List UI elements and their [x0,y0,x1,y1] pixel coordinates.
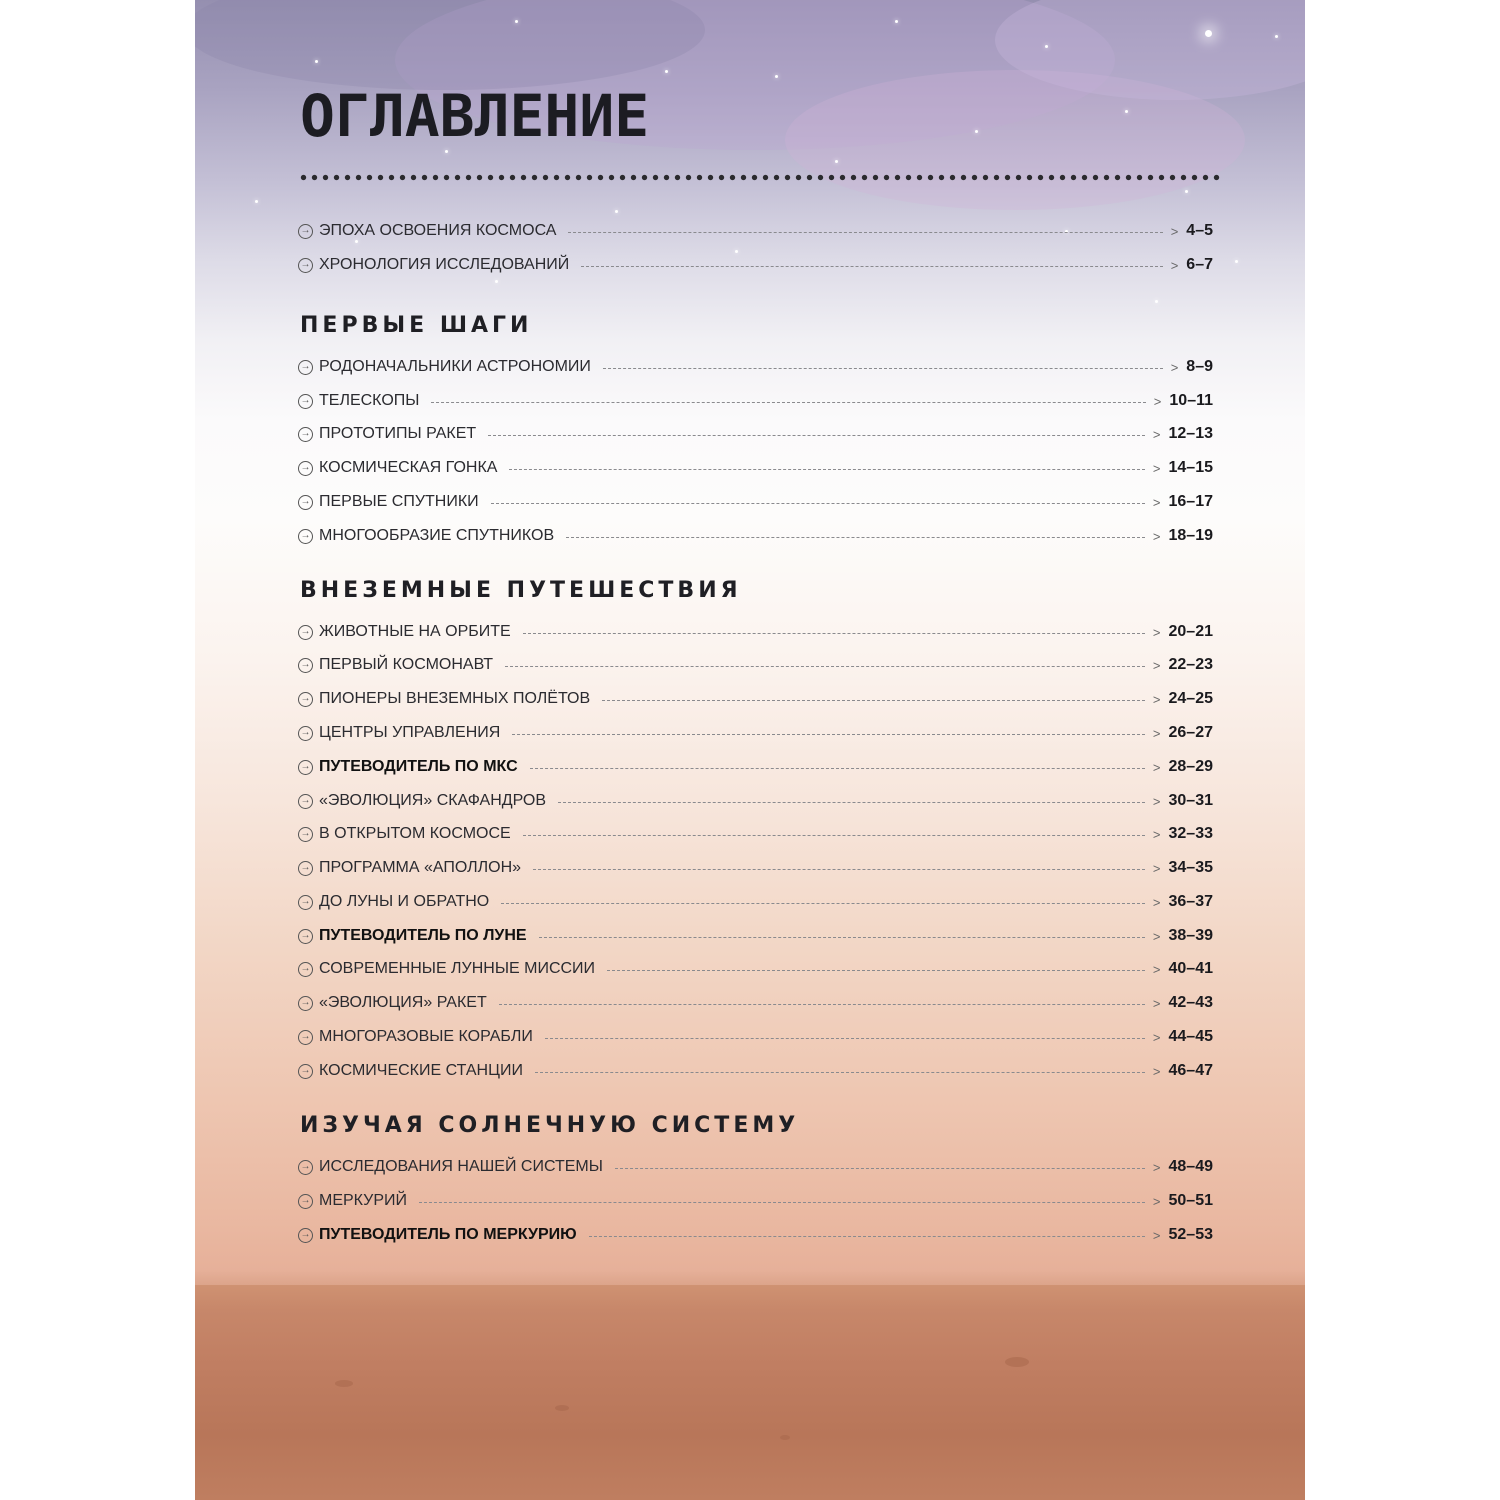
circled-arrow-icon: → [298,224,313,239]
dashed-leader [530,768,1145,769]
toc-entry-label: ХРОНОЛОГИЯ ИССЛЕДОВАНИЙ [319,256,570,273]
toc-entry[interactable] [298,856,1213,880]
toc-entry-label: ПУТЕВОДИТЕЛЬ ПО ЛУНЕ [319,927,527,944]
chevron-right-icon: > [1152,1193,1161,1209]
chevron-right-icon: > [1152,725,1161,741]
toc-entry-pages: 20–21 [1168,623,1213,640]
dashed-leader [581,266,1162,267]
chevron-right-icon: > [1152,691,1161,707]
circled-arrow-icon: → [298,895,313,910]
circled-arrow-icon: → [298,962,313,977]
rock [335,1380,353,1387]
toc-entry-label: ПЕРВЫЙ КОСМОНАВТ [319,656,493,673]
circled-arrow-icon: → [298,794,313,809]
toc-entry[interactable] [298,1155,1213,1179]
chevron-right-icon: > [1152,1227,1161,1243]
section-heading: ИЗУЧАЯ СОЛНЕЧНУЮ СИСТЕМУ [300,1113,800,1138]
toc-entry-label: МНОГООБРАЗИЕ СПУТНИКОВ [319,527,555,544]
circled-arrow-icon: → [298,529,313,544]
toc-entry-pages: 22–23 [1168,656,1213,673]
chevron-right-icon: > [1170,257,1179,273]
circled-arrow-icon: → [298,258,313,273]
toc-entry-pages: 48–49 [1168,1158,1213,1175]
toc-entry[interactable] [298,253,1213,277]
circled-arrow-icon: → [298,929,313,944]
star [495,280,498,283]
toc-entry-pages: 6–7 [1186,256,1213,273]
dashed-leader [523,835,1145,836]
dashed-leader [603,368,1163,369]
toc-entry-label: ДО ЛУНЫ И ОБРАТНО [319,893,490,910]
toc-entry-pages: 16–17 [1168,493,1213,510]
star [1185,190,1188,193]
chevron-right-icon: > [1153,393,1162,409]
chevron-right-icon: > [1152,1159,1161,1175]
dashed-leader [499,1004,1145,1005]
circled-arrow-icon: → [298,427,313,442]
circled-arrow-icon: → [298,827,313,842]
toc-entry[interactable] [298,822,1213,846]
chevron-right-icon: > [1152,759,1161,775]
toc-entry-label: ЦЕНТРЫ УПРАВЛЕНИЯ [319,724,501,741]
section-heading: ВНЕЗЕМНЫЕ ПУТЕШЕСТВИЯ [300,578,742,603]
circled-arrow-icon: → [298,360,313,375]
chevron-right-icon: > [1152,426,1161,442]
star [315,60,318,63]
toc-entry-label: КОСМИЧЕСКАЯ ГОНКА [319,459,498,476]
toc-entry-pages: 40–41 [1168,960,1213,977]
circled-arrow-icon: → [298,394,313,409]
chevron-right-icon: > [1152,528,1161,544]
chevron-right-icon: > [1152,657,1161,673]
toc-page [195,0,1305,1500]
dashed-leader [509,469,1144,470]
chevron-right-icon: > [1152,1063,1161,1079]
star [615,210,618,213]
chevron-right-icon: > [1152,793,1161,809]
toc-entry[interactable] [298,687,1213,711]
toc-entry[interactable] [298,490,1213,514]
section-heading: ПЕРВЫЕ ШАГИ [300,313,533,338]
toc-entry[interactable] [298,957,1213,981]
rock [780,1435,790,1440]
toc-entry[interactable] [298,653,1213,677]
star [1125,110,1128,113]
star [515,20,518,23]
toc-entry-pages: 24–25 [1168,690,1213,707]
chevron-right-icon: > [1152,494,1161,510]
circled-arrow-icon: → [298,1064,313,1079]
toc-entry-label: ПРОТОТИПЫ РАКЕТ [319,425,477,442]
star [1155,300,1158,303]
toc-entry-pages: 46–47 [1168,1062,1213,1079]
toc-entry-pages: 50–51 [1168,1192,1213,1209]
circled-arrow-icon: → [298,760,313,775]
circled-arrow-icon: → [298,461,313,476]
toc-entry[interactable] [298,1059,1213,1083]
dashed-leader [431,402,1145,403]
chevron-right-icon: > [1152,624,1161,640]
dashed-leader [566,537,1145,538]
nebula-background [195,0,1305,330]
toc-entry-pages: 32–33 [1168,825,1213,842]
toc-entry[interactable] [298,422,1213,446]
toc-entry-pages: 8–9 [1186,358,1213,375]
dashed-leader [615,1168,1145,1169]
chevron-right-icon: > [1152,961,1161,977]
chevron-right-icon: > [1170,359,1179,375]
toc-entry-pages: 14–15 [1168,459,1213,476]
toc-entry-pages: 10–11 [1169,392,1213,409]
chevron-right-icon: > [1170,223,1179,239]
dashed-leader [535,1072,1145,1073]
toc-entry-label: ИССЛЕДОВАНИЯ НАШЕЙ СИСТЕМЫ [319,1158,603,1175]
toc-entry[interactable] [298,924,1213,948]
toc-entry[interactable] [298,219,1213,243]
title-dotted-rule [298,174,1220,181]
chevron-right-icon: > [1152,826,1161,842]
toc-entry[interactable] [298,755,1213,779]
dashed-leader [523,633,1145,634]
circled-arrow-icon: → [298,692,313,707]
star [975,130,978,133]
toc-entry-pages: 34–35 [1168,859,1213,876]
toc-entry-label: В ОТКРЫТОМ КОСМОСЕ [319,825,511,842]
dashed-leader [491,503,1145,504]
chevron-right-icon: > [1152,928,1161,944]
circled-arrow-icon: → [298,495,313,510]
toc-entry-label: ЭПОХА ОСВОЕНИЯ КОСМОСА [319,222,557,239]
dashed-leader [505,666,1145,667]
toc-entry-label: МЕРКУРИЙ [319,1192,408,1209]
chevron-right-icon: > [1152,894,1161,910]
chevron-right-icon: > [1152,460,1161,476]
toc-entry[interactable] [298,721,1213,745]
circled-arrow-icon: → [298,861,313,876]
toc-entry-pages: 12–13 [1168,425,1213,442]
toc-entry[interactable] [298,620,1213,644]
dashed-leader [602,700,1145,701]
toc-entry-pages: 18–19 [1168,527,1213,544]
star [1235,260,1238,263]
toc-entry-label: СОВРЕМЕННЫЕ ЛУННЫЕ МИССИИ [319,960,596,977]
toc-entry[interactable] [298,789,1213,813]
toc-entry-label: РОДОНАЧАЛЬНИКИ АСТРОНОМИИ [319,358,591,375]
toc-entry-label: ПУТЕВОДИТЕЛЬ ПО МЕРКУРИЮ [319,1226,577,1243]
toc-entry-pages: 42–43 [1168,994,1213,1011]
toc-entry-label: «ЭВОЛЮЦИЯ» СКАФАНДРОВ [319,792,547,809]
dashed-leader [488,435,1145,436]
rock [555,1405,569,1411]
circled-arrow-icon: → [298,1194,313,1209]
star [1275,35,1278,38]
circled-arrow-icon: → [298,1030,313,1045]
dashed-leader [539,937,1145,938]
dashed-leader [512,734,1145,735]
star [775,75,778,78]
toc-entry-label: ПУТЕВОДИТЕЛЬ ПО МКС [319,758,518,775]
chevron-right-icon: > [1152,995,1161,1011]
toc-entry-label: ПРОГРАММА «АПОЛЛОН» [319,859,522,876]
star [1045,45,1048,48]
dashed-leader [607,970,1145,971]
toc-entry[interactable] [298,890,1213,914]
toc-entry-label: ЖИВОТНЫЕ НА ОРБИТЕ [319,623,511,640]
dashed-leader [558,802,1145,803]
circled-arrow-icon: → [298,996,313,1011]
toc-entry-label: МНОГОРАЗОВЫЕ КОРАБЛИ [319,1028,533,1045]
toc-entry-pages: 36–37 [1168,893,1213,910]
circled-arrow-icon: → [298,658,313,673]
star [835,160,838,163]
toc-entry-pages: 28–29 [1168,758,1213,775]
toc-entry[interactable] [298,355,1213,379]
toc-entry-label: КОСМИЧЕСКИЕ СТАНЦИИ [319,1062,523,1079]
toc-entry[interactable] [298,389,1213,413]
dashed-leader [545,1038,1145,1039]
circled-arrow-icon: → [298,625,313,640]
star [445,150,448,153]
dashed-leader [589,1236,1145,1237]
star [895,20,898,23]
toc-entry-label: ТЕЛЕСКОПЫ [319,392,420,409]
toc-entry-pages: 52–53 [1168,1226,1213,1243]
circled-arrow-icon: → [298,1160,313,1175]
toc-entry[interactable] [298,1025,1213,1049]
mars-ground [195,1285,1305,1500]
toc-entry-pages: 30–31 [1168,792,1213,809]
dashed-leader [568,232,1162,233]
toc-entry-pages: 4–5 [1186,222,1213,239]
dashed-leader [419,1202,1145,1203]
toc-entry-pages: 44–45 [1168,1028,1213,1045]
rock [1005,1357,1029,1367]
toc-entry[interactable] [298,456,1213,480]
toc-entry-pages: 26–27 [1168,724,1213,741]
toc-entry[interactable] [298,1223,1213,1247]
page-title: ОГЛАВЛЕНИЕ [300,82,650,150]
toc-entry[interactable] [298,991,1213,1015]
star [1205,30,1212,37]
star [255,200,258,203]
chevron-right-icon: > [1152,860,1161,876]
chevron-right-icon: > [1152,1029,1161,1045]
toc-entry[interactable] [298,524,1213,548]
dashed-leader [501,903,1145,904]
circled-arrow-icon: → [298,726,313,741]
toc-entry-label: «ЭВОЛЮЦИЯ» РАКЕТ [319,994,487,1011]
circled-arrow-icon: → [298,1228,313,1243]
dashed-leader [533,869,1145,870]
toc-entry[interactable] [298,1189,1213,1213]
toc-entry-label: ПИОНЕРЫ ВНЕЗЕМНЫХ ПОЛЁТОВ [319,690,591,707]
star [665,70,668,73]
toc-entry-label: ПЕРВЫЕ СПУТНИКИ [319,493,479,510]
toc-entry-pages: 38–39 [1168,927,1213,944]
